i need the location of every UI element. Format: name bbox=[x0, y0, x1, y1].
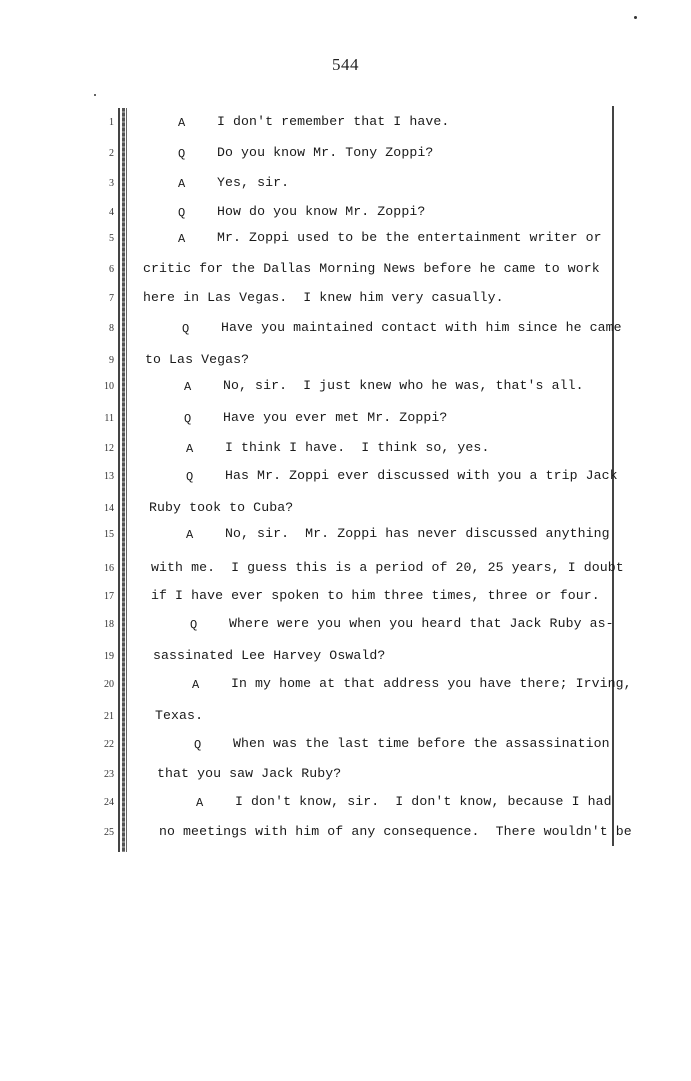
transcript-line-text: Has Mr. Zoppi ever discussed with you a trip Jack bbox=[225, 468, 618, 483]
line-number: 2 bbox=[109, 148, 114, 159]
transcript-line-text: that you saw Jack Ruby? bbox=[157, 766, 342, 781]
line-number: 6 bbox=[109, 264, 114, 275]
transcript-line-text: if I have ever spoken to him three times, three or four. bbox=[151, 588, 600, 603]
line-number: 23 bbox=[104, 769, 114, 780]
speaker-label: A bbox=[178, 177, 186, 191]
line-number: 1 bbox=[109, 117, 114, 128]
left-margin-rule bbox=[126, 108, 127, 852]
speaker-label: A bbox=[196, 796, 204, 810]
speaker-label: A bbox=[186, 442, 194, 456]
line-number: 24 bbox=[104, 797, 114, 808]
speaker-label: Q bbox=[190, 618, 198, 632]
speaker-label: Q bbox=[178, 206, 186, 220]
speaker-label: A bbox=[186, 528, 194, 542]
line-number: 21 bbox=[104, 711, 114, 722]
line-number: 8 bbox=[109, 323, 114, 334]
line-number: 20 bbox=[104, 679, 114, 690]
line-number: 5 bbox=[109, 233, 114, 244]
transcript-line-text: Have you maintained contact with him since he came bbox=[221, 320, 622, 335]
transcript-line-text: Ruby took to Cuba? bbox=[149, 500, 294, 515]
line-number: 3 bbox=[109, 178, 114, 189]
transcript-line-text: sassinated Lee Harvey Oswald? bbox=[153, 648, 386, 663]
transcript-line-text: here in Las Vegas. I knew him very casually. bbox=[143, 290, 504, 305]
transcript-line-text: Texas. bbox=[155, 708, 204, 723]
transcript-line-text: Yes, sir. bbox=[217, 175, 290, 190]
transcript-line-text: Mr. Zoppi used to be the entertainment writer or bbox=[217, 230, 602, 245]
transcript-line-text: critic for the Dallas Morning News before he came to work bbox=[143, 261, 600, 276]
line-number: 12 bbox=[104, 443, 114, 454]
page-number: 544 bbox=[332, 55, 359, 74]
transcript-line-text: No, sir. I just knew who he was, that's all. bbox=[223, 378, 584, 393]
line-number: 4 bbox=[109, 207, 114, 218]
line-number: 11 bbox=[104, 413, 114, 424]
line-number: 25 bbox=[104, 827, 114, 838]
transcript-line-text: How do you know Mr. Zoppi? bbox=[217, 204, 426, 219]
line-number: 17 bbox=[104, 591, 114, 602]
transcript-line-text: no meetings with him of any consequence. There wouldn't be bbox=[159, 824, 632, 839]
transcript-line-text: Do you know Mr. Tony Zoppi? bbox=[217, 145, 434, 160]
line-number: 15 bbox=[104, 529, 114, 540]
line-number: 16 bbox=[104, 563, 114, 574]
transcript-line-text: Have you ever met Mr. Zoppi? bbox=[223, 410, 448, 425]
speaker-label: Q bbox=[184, 412, 192, 426]
left-margin-rule bbox=[122, 108, 125, 852]
speaker-label: Q bbox=[178, 147, 186, 161]
transcript-line-text: I don't know, sir. I don't know, because I had bbox=[235, 794, 612, 809]
line-number: 10 bbox=[104, 381, 114, 392]
speaker-label: A bbox=[178, 232, 186, 246]
speaker-label: A bbox=[184, 380, 192, 394]
transcript-line-text: Where were you when you heard that Jack Ruby as- bbox=[229, 616, 614, 631]
line-number: 9 bbox=[109, 355, 114, 366]
transcript-line-text: I think I have. I think so, yes. bbox=[225, 440, 490, 455]
speaker-label: Q bbox=[182, 322, 190, 336]
speaker-label: Q bbox=[186, 470, 194, 484]
scan-speck bbox=[94, 94, 96, 96]
line-number: 13 bbox=[104, 471, 114, 482]
transcript-line-text: with me. I guess this is a period of 20, 25 years, I doubt bbox=[151, 560, 624, 575]
left-margin-rule bbox=[118, 108, 120, 852]
transcript-line-text: No, sir. Mr. Zoppi has never discussed anything bbox=[225, 526, 610, 541]
speaker-label: A bbox=[192, 678, 200, 692]
line-number: 22 bbox=[104, 739, 114, 750]
line-number: 18 bbox=[104, 619, 114, 630]
transcript-line-text: When was the last time before the assassination bbox=[233, 736, 610, 751]
scan-speck bbox=[634, 16, 637, 19]
speaker-label: Q bbox=[194, 738, 202, 752]
transcript-line-text: In my home at that address you have there; Irving, bbox=[231, 676, 632, 691]
line-number: 7 bbox=[109, 293, 114, 304]
line-number: 19 bbox=[104, 651, 114, 662]
line-number: 14 bbox=[104, 503, 114, 514]
speaker-label: A bbox=[178, 116, 186, 130]
transcript-line-text: I don't remember that I have. bbox=[217, 114, 450, 129]
transcript-line-text: to Las Vegas? bbox=[145, 352, 250, 367]
